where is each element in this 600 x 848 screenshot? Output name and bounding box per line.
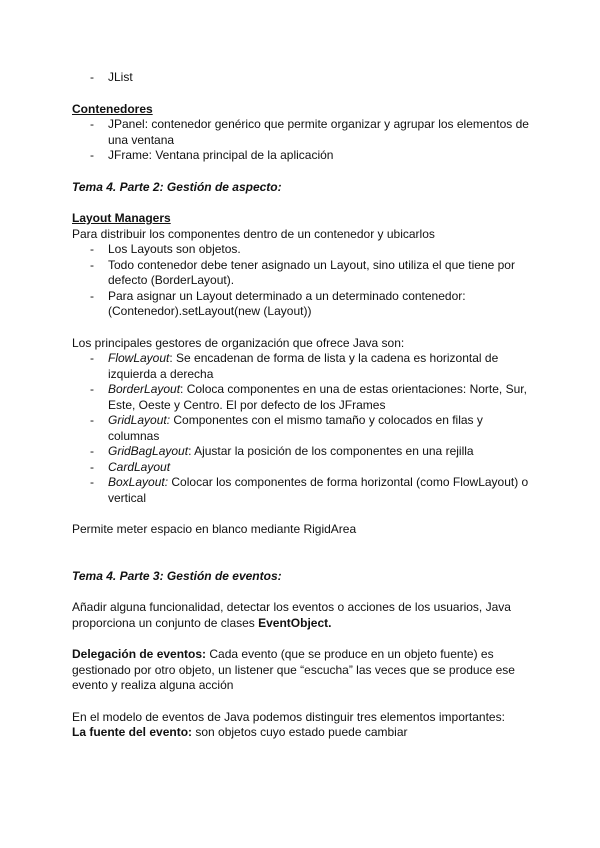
list-item: - JFrame: Ventana principal de la aplicación: [90, 148, 334, 162]
layout-name: BorderLayout: [108, 382, 181, 396]
layout-name: BoxLayout:: [108, 475, 169, 489]
list-item: - FlowLayout: Se encadenan de forma de lista y la cadena es horizontal de izquierda a derecha: [90, 351, 499, 381]
document-page: [72, 70, 532, 741]
layout-managers-intro: Para distribuir los componentes dentro de un contenedor y ubicarlos: [72, 226, 435, 241]
modelo-paragraph: En el modelo de eventos de Java podemos distinguir tres elementos importantes:: [72, 709, 505, 724]
contenedores-list: [72, 117, 532, 164]
tema4-parte3-heading: Tema 4. Parte 3: Gestión de eventos:: [72, 568, 282, 583]
list-item: - Los Layouts son objetos.: [90, 242, 241, 256]
list-item: - JPanel: contenedor genérico que permite organizar y agrupar los elementos de una ventana: [90, 117, 529, 147]
list-item: - GridLayout: Componentes con el mismo tamaño y colocados en filas y columnas: [90, 413, 483, 443]
layout-managers-heading: Layout Managers: [72, 211, 171, 225]
layout-managers-list: [72, 242, 532, 320]
top-list: [72, 70, 532, 86]
layout-name: CardLayout: [108, 459, 171, 474]
gestores-list: [72, 351, 532, 506]
list-item: - GridBagLayout: Ajustar la posición de los componentes en una rejilla: [90, 444, 474, 458]
list-item: - Todo contenedor debe tener asignado un Layout, sino utiliza el que tiene por defecto (BorderLayout).: [90, 257, 515, 287]
layout-name: GridLayout:: [108, 413, 171, 427]
list-item: - BorderLayout: Coloca componentes en una de estas orientaciones: Norte, Sur, Este, Oeste y Centro. El por defecto de los JFrames: [90, 382, 527, 412]
list-item: - JList: [90, 70, 133, 84]
layout-name: GridBagLayout: [108, 444, 189, 458]
dash-bullet: -: [90, 70, 94, 84]
delegacion-paragraph: Delegación de eventos: Cada evento (que se produce en un objeto fuente) es gestionado por otro objeto, un listener que “escucha” las veces que se produce ese evento y realiza alguna acción: [72, 647, 515, 692]
contenedores-heading: Contenedores: [72, 101, 153, 116]
fuente-paragraph: La fuente del evento: son objetos cuyo estado puede cambiar: [72, 725, 408, 739]
list-item: - CardLayout: [90, 459, 171, 474]
eventos-paragraph: Añadir alguna funcionalidad, detectar los eventos o acciones de los usuarios, Java proporciona un conjunto de clases EventObject.: [72, 600, 511, 630]
list-item: - Para asignar un Layout determinado a un determinado contenedor: (Contenedor).setLayout(new (Layout)): [90, 288, 466, 318]
layout-name: FlowLayout: [108, 351, 170, 365]
gestores-intro: Los principales gestores de organización que ofrece Java son:: [72, 335, 405, 350]
rigidarea-note: Permite meter espacio en blanco mediante RigidArea: [72, 522, 357, 536]
list-item: - BoxLayout: Colocar los componentes de forma horizontal (como FlowLayout) o vertical: [90, 475, 529, 505]
tema4-parte2-heading: Tema 4. Parte 2: Gestión de aspecto:: [72, 179, 282, 194]
